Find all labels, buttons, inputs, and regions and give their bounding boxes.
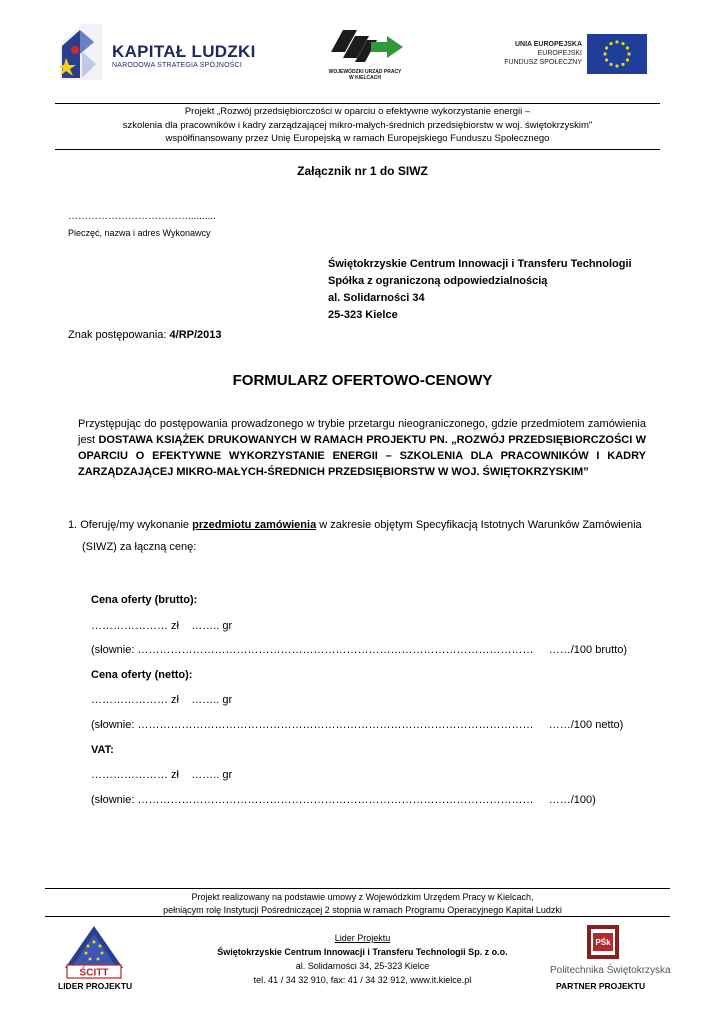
addressee-block — [328, 256, 632, 324]
header-bottom-divider — [55, 149, 660, 150]
footer-top-divider — [45, 888, 670, 889]
price-brutto-amount-field[interactable]: ………………… zł …….. gr — [91, 620, 233, 632]
addressee-street: al. Solidarności 34 — [328, 292, 425, 304]
leader-name: Świętokrzyskie Centrum Innowacji i Transferu Technologii Sp. z o.o. — [217, 947, 508, 957]
price-netto-words-field[interactable]: (słownie: ……………………………………………………………………………………………… ……/100 netto) — [91, 719, 624, 731]
addressee-city: 25-323 Kielce — [328, 309, 398, 321]
stamp-dots: ……………………………….......... — [68, 211, 216, 222]
scitt-logo-icon — [63, 924, 125, 979]
eu-fund-text: UNIA EUROPEJSKA EUROPEJSKI FUNDUSZ SPOŁECZNY — [504, 41, 582, 66]
vat-words-field[interactable]: (słownie: ……………………………………………………………………………………………… ……/100) — [91, 794, 596, 806]
kapital-ludzki-subtitle: NARODOWA STRATEGIA SPÓJNOŚCI — [112, 62, 243, 69]
svg-text:PŚk: PŚk — [595, 938, 611, 947]
kapital-ludzki-title: KAPITAŁ LUDZKI — [112, 42, 256, 61]
offer-statement: 1. Oferuję/my wykonanie przedmiotu zamówienia w zakresie objętym Specyfikacją Istotnych Warunków Zamówienia — [68, 519, 642, 531]
offer-statement-line2: (SIWZ) za łączną cenę: — [82, 541, 197, 553]
vat-amount-field[interactable]: ………………… zł …….. gr — [91, 769, 233, 781]
addressee-name: Świętokrzyskie Centrum Innowacji i Transferu Technologii — [328, 258, 632, 270]
price-netto-amount-field[interactable]: ………………… zł …….. gr — [91, 694, 233, 706]
leader-label: Lider Projektu — [334, 933, 391, 943]
partner-name: Politechnika Świętokrzyska — [550, 965, 671, 976]
wup-logo-icon — [327, 24, 405, 66]
form-title: FORMULARZ OFERTOWO-CENOWY — [232, 372, 493, 389]
lider-caption: LIDER PROJEKTU — [58, 981, 133, 991]
reference-number: Znak postępowania: 4/RP/2013 — [68, 329, 222, 341]
price-brutto-words-field[interactable]: (słownie: ……………………………………………………………………………………………… ……/100 brutto) — [91, 644, 627, 656]
header-top-divider — [55, 103, 660, 104]
kapital-ludzki-logo-icon — [60, 24, 102, 80]
addressee-legal-form: Spółka z ograniczoną odpowiedzialnością — [328, 275, 548, 287]
partner-caption: PARTNER PROJEKTU — [556, 981, 646, 991]
politechnika-logo-icon — [583, 923, 623, 963]
attachment-title: Załącznik nr 1 do SIWZ — [297, 164, 428, 178]
footer-funding-note: Projekt realizowany na podstawie umowy z Wojewódzkim Urzędem Pracy w Kielcach, pełniącym rolę Instytucji Pośredniczącej 2 stopnia w ramach Programu Operacyjnego Kapitał Ludzki — [163, 892, 562, 915]
vat-label: VAT: — [91, 744, 114, 756]
footer-mid-divider — [45, 916, 670, 917]
intro-paragraph: Przystępując do postępowania prowadzonego w trybie przetargu nieograniczonego, gdzie przedmiotem zamówienia jest DOSTAWA KSIĄŻEK DRUKOWANYCH W RAMACH PROJEKTU PN. „ROZWÓJ PRZEDSIĘBIORCZOŚCI W OPARCIU O EFEKTYWNE WYKORZYSTANIE ENERGII – SZKOLENIA DLA PRACOWNIKÓW I KADRY ZARZĄDZAJĄCEJ MIKRO-MAŁYCH-ŚREDNICH PRZEDSIĘBIORSTW W WOJ. ŚWIĘTOKRZYSKIM” — [78, 418, 646, 478]
project-description: Projekt „Rozwój przedsiębiorczości w oparciu o efektywne wykorzystanie energii – szkolenia dla pracowników i kadry zarządzającej mikro-małych-średnich przedsiębiorstw w woj. świętokrzyskim" współfinansowany przez Unię Europejską w ramach Europejskiego Funduszu Społecznego — [122, 106, 593, 144]
leader-contact: tel. 41 / 34 32 910, fax: 41 / 34 32 912, www.it.kielce.pl — [253, 975, 472, 985]
price-netto-label: Cena oferty (netto): — [91, 669, 193, 681]
leader-address: al. Solidarności 34, 25-323 Kielce — [295, 961, 430, 971]
price-brutto-label: Cena oferty (brutto): — [91, 594, 198, 606]
wup-logo-text: WOJEWÓDZKI URZĄD PRACY W KIELCACH — [328, 69, 402, 81]
stamp-label: Pieczęć, nazwa i adres Wykonawcy — [68, 228, 211, 238]
eu-flag-icon — [587, 34, 647, 74]
svg-text:ŚCITT: ŚCITT — [79, 967, 109, 979]
